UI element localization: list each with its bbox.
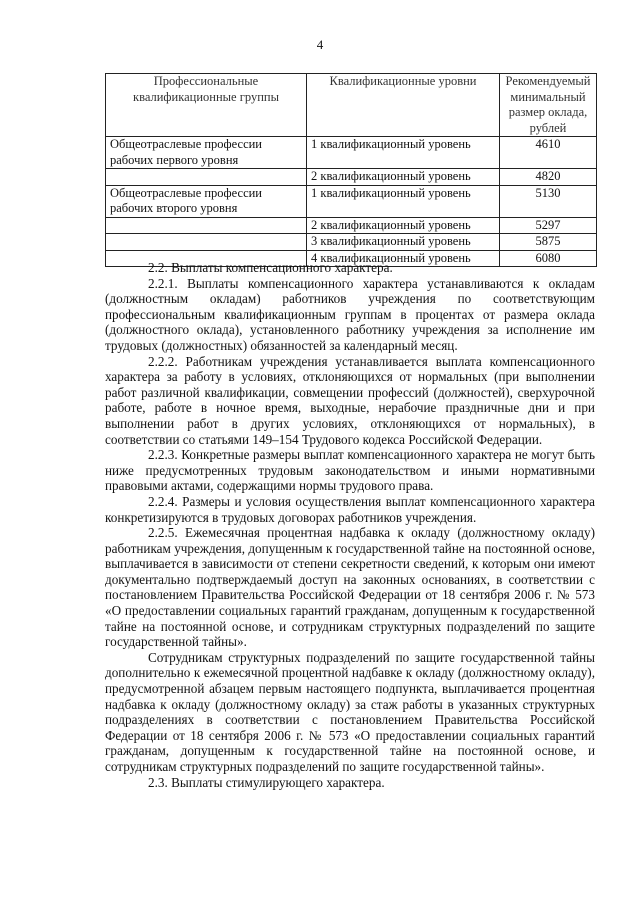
level-cell: 2 квалификационный уровень — [307, 169, 500, 186]
paragraph-2-2-4: 2.2.4. Размеры и условия осуществления выплат компенсационного характера конкретизируются в трудовых договорах работников учреждения. — [105, 493, 595, 525]
group-name-cell-cont — [106, 234, 307, 251]
salary-cell: 5875 — [500, 234, 597, 251]
level-cell: 4 квалификационный уровень — [307, 250, 500, 267]
header-levels: Квалификационные уровни — [307, 74, 500, 137]
header-salary: Рекомендуемый минимальный размер оклада, рублей — [500, 74, 597, 137]
table-row — [106, 185, 597, 217]
page-number: 4 — [316, 37, 324, 52]
level-cell: 2 квалификационный уровень — [307, 217, 500, 234]
paragraph-2-2-1: 2.2.1. Выплаты компенсационного характера устанавливаются к окладам (должностным окладам) работников учреждения по соответствующим профессиональным квалификационным группам в процентах от размера оклада (должностного оклада), установленного работнику учреждения за исполнение им трудовых (должностных) обязанностей за календарный месяц. — [105, 275, 595, 353]
table-row — [106, 137, 597, 169]
salary-cell: 4820 — [500, 169, 597, 186]
paragraph-2-2-5: 2.2.5. Ежемесячная процентная надбавка к окладу (должностному окладу) работникам учреждения, допущенным к государственной тайне на постоянной основе, выплачивается в зависимости от степени секретности сведений, к которым они имеют документально подтверждаемый доступ на законных основаниях, в соответствии с постановлением Правительства Российской Федерации от 18 сентября 2006 г. № 573 «О предоставлении социальных гарантий гражданам, допущенным к государственной тайне на постоянной основе, и сотрудникам структурных подразделений по защите государственной тайны». — [105, 525, 595, 650]
paragraph-2-2-3: 2.2.3. Конкретные размеры выплат компенсационного характера не могут быть ниже предусмотренных трудовым законодательством и иными нормативными правовыми актами, содержащими нормы трудового права. — [105, 447, 595, 494]
level-cell: 1 квалификационный уровень — [307, 137, 500, 169]
group-name-cell-cont — [106, 169, 307, 186]
level-cell: 1 квалификационный уровень — [307, 185, 500, 217]
table-header-row — [106, 74, 597, 137]
level-cell: 3 квалификационный уровень — [307, 234, 500, 251]
header-groups: Профессиональные квалификационные группы — [106, 74, 307, 137]
group-name-cell: Общеотраслевые профессии рабочих первого уровня — [106, 137, 307, 169]
paragraph-2-2-heading: 2.2. Выплаты компенсационного характера. — [148, 260, 393, 275]
table-row — [106, 169, 597, 186]
paragraph-2-3-heading: 2.3. Выплаты стимулирующего характера. — [148, 774, 385, 790]
table-row — [106, 217, 597, 234]
salary-cell: 5297 — [500, 217, 597, 234]
group-name-cell-cont — [106, 217, 307, 234]
document-body — [105, 260, 595, 790]
salary-cell: 5130 — [500, 185, 597, 217]
salary-table — [105, 73, 597, 267]
table-row — [106, 234, 597, 251]
salary-cell: 4610 — [500, 137, 597, 169]
paragraph-2-2-5-cont: Сотрудникам структурных подразделений по защите государственной тайны дополнительно к ежемесячной процентной надбавке к окладу (должностному окладу), предусмотренной абзацем первым настоящего подпункта, выплачивается процентная надбавка к окладу (должностному окладу) за стаж работы в указанных структурных подразделениях в соответствии с постановлением Правительства Российской Федерации от 18 сентября 2006 г. № 573 «О предоставлении социальных гарантий гражданам, допущенным к государственной тайне на постоянной основе, и сотрудникам структурных подразделений по защите государственной тайны». — [105, 649, 595, 774]
paragraph-2-2-2: 2.2.2. Работникам учреждения устанавливается выплата компенсационного характера за работу в условиях, отклоняющихся от нормальных (при выполнении работ различной квалификации, совмещении профессий (должностей), сверхурочной работе, работе в ночное время, выходные, нерабочие праздничные дни и при выполнении работ в других условиях, отклоняющихся от нормальных), в соответствии со статьями 149–154 Трудового кодекса Российской Федерации. — [105, 353, 595, 447]
group-name-cell: Общеотраслевые профессии рабочих второго уровня — [106, 185, 307, 217]
salary-cell: 6080 — [500, 250, 597, 267]
